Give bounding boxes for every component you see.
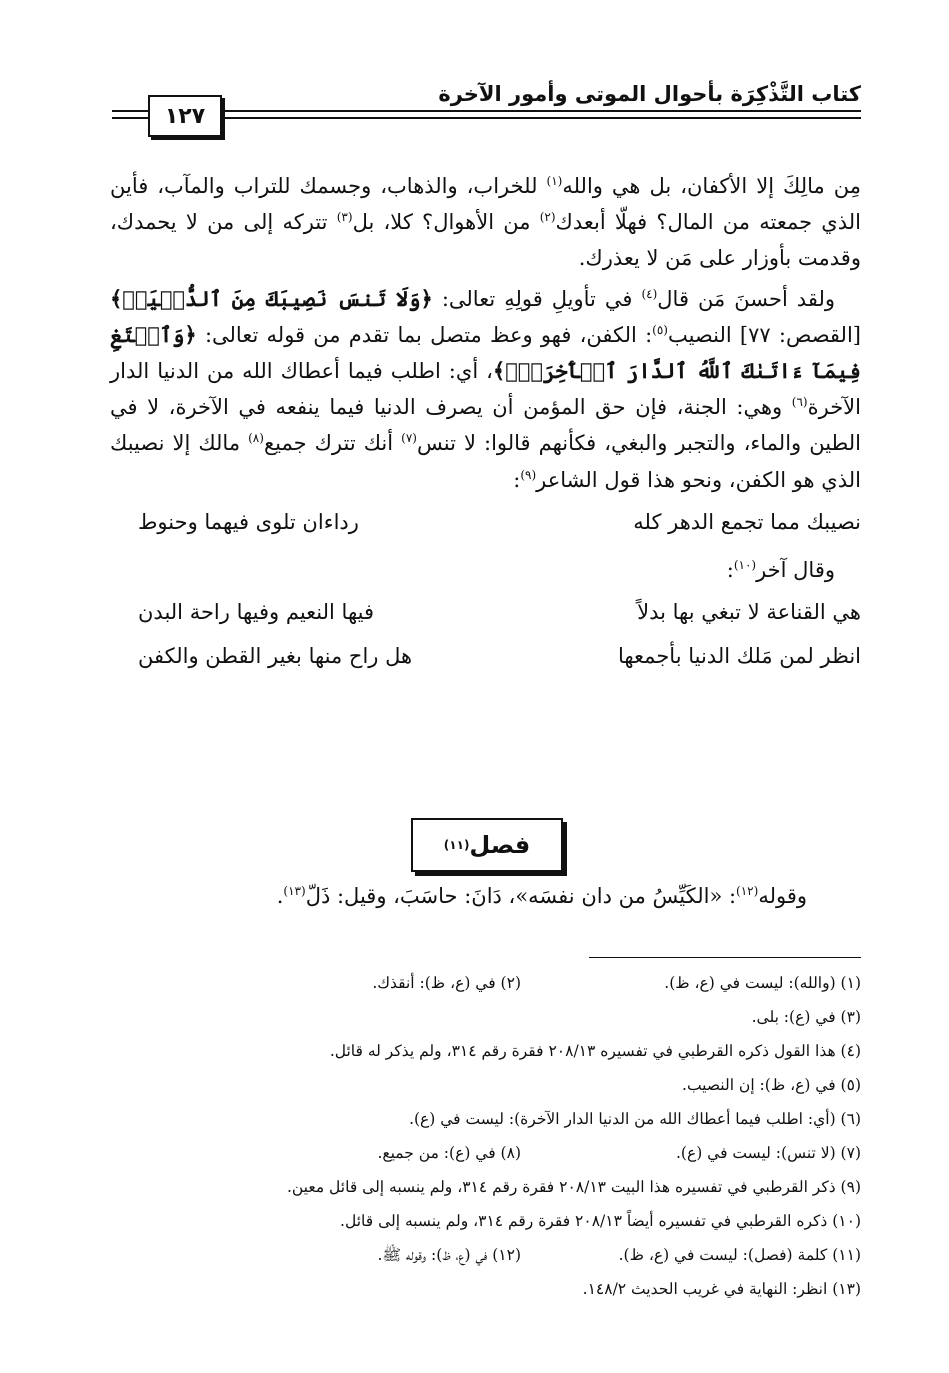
text-run: : «الكَيِّسُ من دان نفسَه»، دَانَ: حاسَبَ، وقيل: ذَلّ	[305, 884, 737, 908]
running-header-title: كتاب التَّذْكِرَة بأحوال الموتى وأمور الآخرة	[438, 82, 861, 106]
section-heading: فصل (١١)	[411, 818, 563, 872]
footnote-row	[110, 966, 861, 1000]
footnote-12: (١٢) في (ع، ظ): وقوله ﷺ.	[377, 1246, 521, 1264]
footnote-1: (١) (والله): ليست في (ع، ظ).	[664, 974, 861, 992]
footnote-row	[110, 1272, 861, 1306]
footnote-6: (٦) (أي: اطلب فيما أعطاك الله من الدنيا الدار الآخرة): ليست في (ع).	[409, 1110, 861, 1128]
footnote-ref-12[interactable]: (١٢)	[736, 884, 759, 898]
footnote-ref-3[interactable]: (٣)	[336, 210, 353, 225]
hemistich-right: انظر لمن مَلك الدنيا بأجمعها	[617, 643, 861, 668]
footnote-4: (٤) هذا القول ذكره القرطبي في تفسيره ٢٠٨/١٣ فقرة رقم ٣١٤، ولم يذكر له قائل.	[329, 1042, 861, 1060]
main-text	[110, 168, 861, 684]
text-run: تتركه إلى من لا يحمدك، وقدمت بأوزار على مَن لا يعذرك.	[110, 210, 861, 271]
poem-intro	[110, 552, 861, 588]
text-run: وقال آخر	[756, 557, 835, 582]
footnote-row	[110, 1136, 861, 1170]
text-run: مالك إلا نصيبك الذي هو الكفن، ونحو هذا قول الشاعر	[110, 431, 861, 492]
text-run: للخراب، والذهاب، وجسمك للتراب والمآب، فأين الذي جمعته من المال؟ فهلّا أبعدك	[110, 174, 861, 235]
footnote-ref-7[interactable]: (٧)	[401, 431, 417, 446]
page-number: ١٢٧	[148, 95, 222, 137]
text-run: وقوله	[758, 884, 807, 908]
footnote-ref-10[interactable]: (١٠)	[733, 557, 757, 572]
footnote-row	[110, 1068, 861, 1102]
footnote-row	[110, 1170, 861, 1204]
footnote-9: (٩) ذكر القرطبي في تفسيره هذا البيت ٢٠٨/١٣ فقرة رقم ٣١٤، ولم ينسبه إلى قائل معين.	[286, 1178, 861, 1196]
footnote-ref-5[interactable]: (٥)	[652, 322, 668, 337]
section-heading-label: فصل	[469, 831, 531, 859]
text-run: :	[513, 467, 521, 492]
footnote-ref-13[interactable]: (١٣)	[283, 884, 306, 898]
footnote-7: (٧) (لا تنس): ليست في (ع).	[675, 1144, 861, 1162]
footnote-ref-9[interactable]: (٩)	[520, 467, 537, 482]
footnotes	[110, 966, 861, 1306]
header-rule-top	[112, 110, 861, 112]
footnote-ref-6[interactable]: (٦)	[791, 395, 808, 410]
poem-verse-2	[110, 596, 861, 640]
text-run: :	[726, 557, 734, 582]
footnote-11: (١١) كلمة (فصل): ليست في (ع، ظ).	[618, 1246, 861, 1264]
text-run: من الأهوال؟ كلا، بل	[352, 210, 540, 235]
footnote-row	[110, 1204, 861, 1238]
footnote-ref-1[interactable]: (١)	[546, 174, 563, 188]
text-run: [القصص: ٧٧] النصيب	[667, 322, 861, 347]
hemistich-left: هل راح منها بغير القطن والكفن	[138, 643, 413, 668]
poem-verse-3	[110, 640, 861, 684]
footnote-ref-8[interactable]: (٨)	[248, 431, 264, 446]
footnote-separator	[589, 957, 861, 958]
text-run: .	[276, 884, 284, 908]
footnote-2: (٢) في (ع، ظ): أنقذك.	[372, 974, 521, 992]
hemistich-right: نصيبك مما تجمع الدهر كله	[633, 509, 861, 534]
footnote-row	[110, 1238, 861, 1272]
footnote-row	[110, 1000, 861, 1034]
text-run: في تأويلِ قولِهِ تعالى:	[432, 286, 642, 311]
paragraph-2	[110, 281, 861, 498]
text-run: أنك تترك جميع	[263, 431, 402, 456]
hemistich-left: فيها النعيم وفيها راحة البدن	[138, 599, 374, 624]
footnote-row	[110, 1034, 861, 1068]
paragraph-1	[110, 168, 861, 277]
footnote-5: (٥) في (ع، ظ): إن النصيب.	[682, 1076, 861, 1094]
footnote-3: (٣) في (ع): بلى.	[751, 1008, 861, 1026]
footnote-10: (١٠) ذكره القرطبي في تفسيره أيضاً ٢٠٨/١٣ فقرة رقم ٣١٤، ولم ينسبه إلى قائل.	[340, 1212, 861, 1230]
text-run: ، أي: اطلب فيما أعطاك الله من الدنيا الدار الآخرة	[110, 359, 861, 420]
hemistich-left: رداءان تلوى فيهما وحنوط	[138, 509, 359, 534]
section-first-line	[277, 884, 807, 908]
quran-verse-2: ﴿وَٱبۡتَغِ فِيمَآ ءَاتَىٰكَ ٱللَّهُ ٱلدَّارَ ٱلۡأٓخِرَةَۖ﴾	[110, 321, 861, 384]
text-run: وهي: الجنة، فإن حق المؤمن أن يصرف الدنيا فيما ينفعه في الآخرة، لا في الطين والماء، والتجبر والبغي، فكأنهم قالوا: لا تنس	[110, 395, 861, 456]
text-run: : الكفن، فهو وعظ متصل بما تقدم من قوله تعالى:	[196, 322, 653, 347]
footnote-ref-2[interactable]: (٢)	[539, 210, 556, 225]
quran-verse-1: ﴿وَلَا تَنسَ نَصِيبَكَ مِنَ ٱلدُّنۡيَاۖ﴾	[110, 285, 433, 311]
text-run: مِن مالِكَ إلا الأكفان، بل هي والله	[562, 174, 861, 198]
footnote-row	[110, 1102, 861, 1136]
poem-verse-1	[110, 506, 861, 550]
footnote-8: (٨) في (ع): من جميع.	[377, 1144, 521, 1162]
text-run: ولقد أحسنَ مَن قال	[657, 286, 835, 311]
footnote-13: (١٣) انظر: النهاية في غريب الحديث ١٤٨/٢.	[582, 1280, 861, 1298]
footnote-ref-4[interactable]: (٤)	[641, 286, 658, 301]
section-heading-box	[411, 818, 563, 872]
hemistich-right: هي القناعة لا تبغي بها بدلاً	[637, 599, 861, 624]
header-rule-bottom	[112, 117, 861, 119]
